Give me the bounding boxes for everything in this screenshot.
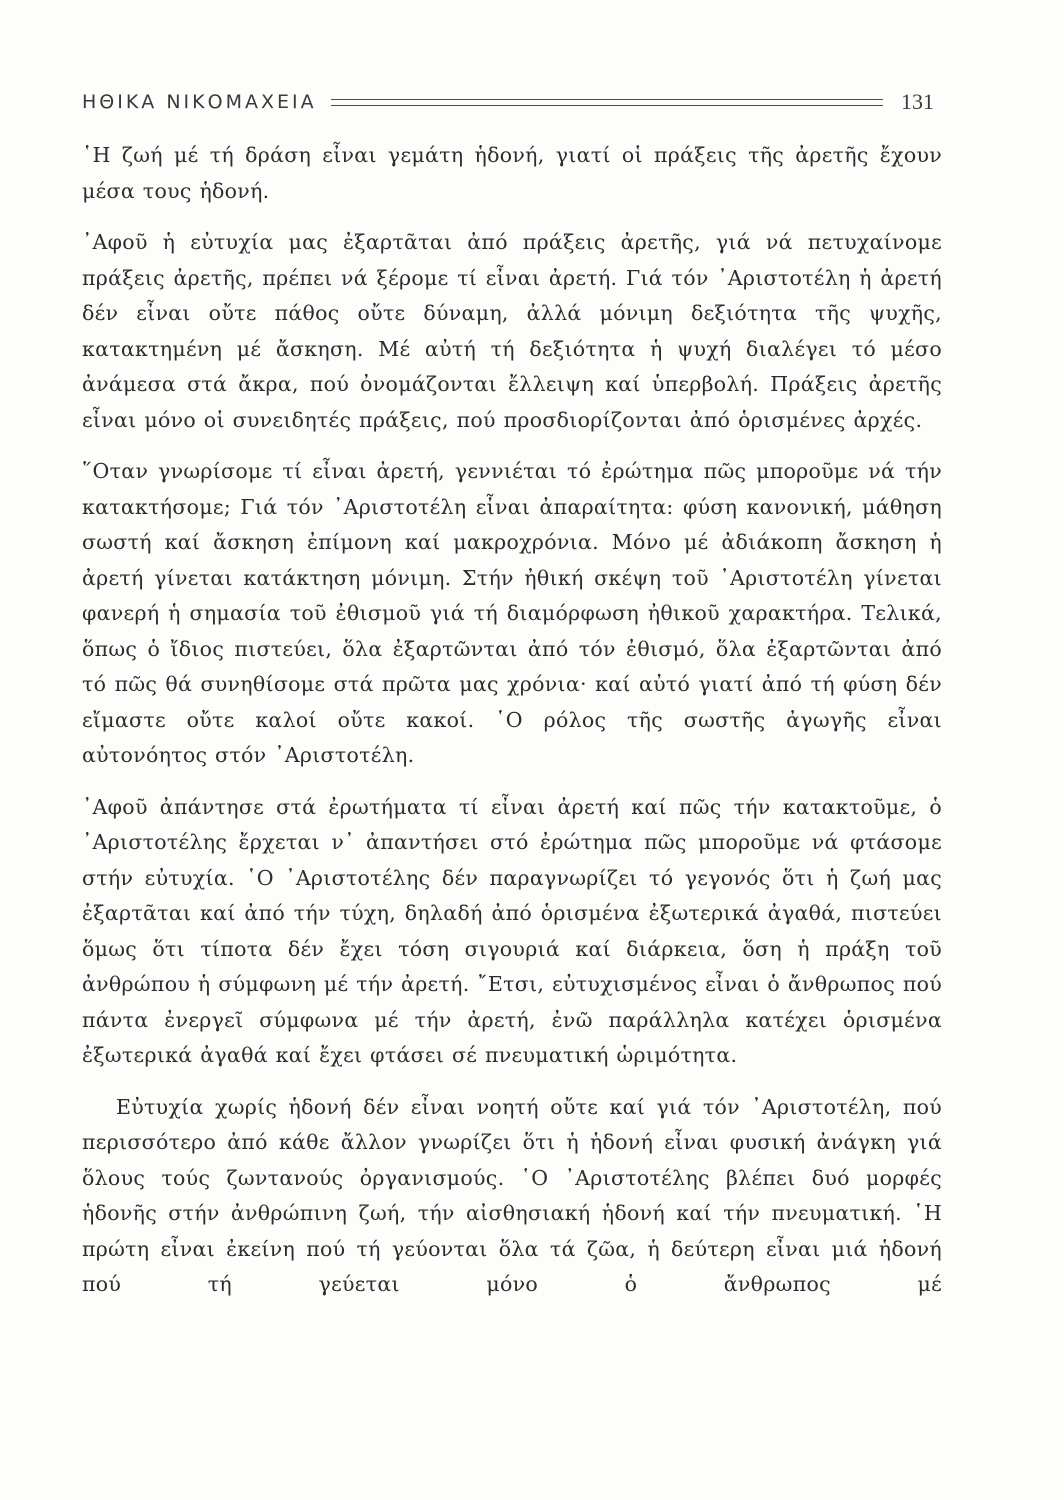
paragraph-1: ῾Η ζωή μέ τή δράση εἶναι γεμάτη ἡδονή, γιατί οἱ πράξεις τῆς ἀρετῆς ἔχουν μέσα τους ἡδονή.: [82, 143, 942, 203]
paragraph-2: ᾿Αφοῦ ἡ εὐτυχία μας ἐξαρτᾶται ἀπό πράξεις ἀρετῆς, γιά νά πετυχαίνομε πράξεις ἀρετῆς, πρέπει νά ξέρομε τί εἶναι ἀρετή. Γιά τόν ᾿Αριστοτέλη ἡ ἀρετή δέν εἶναι οὔτε πάθος οὔτε δύναμη, ἀλλά μόνιμη δεξιότητα τῆς ψυχῆς, κατακτημένη μέ ἄσκηση. Μέ αὐτή τή δεξιότητα ἡ ψυχή διαλέγει τό μέσο ἀνάμεσα στά ἄκρα, πού ὀνομάζονται ἔλλειψη καί ὑπερβολή. Πράξεις ἀρετῆς εἶναι μόνο οἱ συνειδητές πράξεις, πού προσδιορίζονται ἀπό ὁρισμένες ἀρχές.: [82, 230, 942, 432]
paragraph-5: Εὐτυχία χωρίς ἡδονή δέν εἶναι νοητή οὔτε καί γιά τόν ᾿Αριστοτέλη, πού περισσότερο ἀπό κάθε ἄλλον γνωρίζει ὅτι ἡ ἡδονή εἶναι φυσική ἀνάγκη γιά ὅλους τούς ζωντανούς ὀργανισμούς. ῾Ο ᾿Αριστοτέλης βλέπει δυό μορφές ἡδονῆς στήν ἀνθρώπινη ζωή, τήν αἰσθησιακή ἡδονή καί τήν πνευματική. ῾Η πρώτη εἶναι ἐκείνη πού τή γεύονται ὅλα τά ζῶα, ἡ δεύτερη εἶναι μιά ἡδονή πού τή γεύεται μόνο ὁ ἄνθρωπος μέ: [82, 1094, 942, 1296]
running-header: [82, 88, 934, 116]
running-title: ΗΘΙΚΑ ΝΙΚΟΜΑΧΕΙΑ: [82, 91, 317, 113]
paragraph-4: ᾿Αφοῦ ἀπάντησε στά ἐρωτήματα τί εἶναι ἀρετή καί πῶς τήν κατακτοῦμε, ὁ ᾿Αριστοτέλης ἔρχεται ν᾿ ἀπαντήσει στό ἐρώτημα πῶς μποροῦμε νά φτάσομε στήν εὐτυχία. ῾Ο ᾿Αριστοτέλης δέν παραγνωρίζει τό γεγονός ὅτι ἡ ζωή μας ἐξαρτᾶται καί ἀπό τήν τύχη, δηλαδή ἀπό ὁρισμένα ἐξωτερικά ἀγαθά, πιστεύει ὅμως ὅτι τίποτα δέν ἔχει τόση σιγουριά καί διάρκεια, ὅση ἡ πράξη τοῦ ἀνθρώπου ἡ σύμφωνη μέ τήν ἀρετή. ῎Ετσι, εὐτυχισμένος εἶναι ὁ ἄνθρωπος πού πάντα ἐνεργεῖ σύμφωνα μέ τήν ἀρετή, ἐνῶ παράλληλα κατέχει ὁρισμένα ἐξωτερικά ἀγαθά καί ἔχει φτάσει σέ πνευματική ὡριμότητα.: [82, 794, 942, 1067]
header-double-rule: [331, 99, 883, 106]
body-text: [82, 138, 942, 1303]
page-number: 131: [901, 89, 934, 114]
paragraph-3: ῞Οταν γνωρίσομε τί εἶναι ἀρετή, γεννιέται τό ἐρώτημα πῶς μποροῦμε νά τήν κατακτήσομε; Γιά τόν ᾿Αριστοτέλη εἶναι ἀπαραίτητα: φύση κανονική, μάθηση σωστή καί ἄσκηση ἐπίμονη καί μακροχρόνια. Μόνο μέ ἀδιάκοπη ἄσκηση ἡ ἀρετή γίνεται κατάκτηση μόνιμη. Στήν ἠθική σκέψη τοῦ ᾿Αριστοτέλη γίνεται φανερή ἡ σημασία τοῦ ἐθισμοῦ γιά τή διαμόρφωση ἠθικοῦ χαρακτήρα. Τελικά, ὅπως ὁ ἴδιος πιστεύει, ὅλα ἐξαρτῶνται ἀπό τόν ἐθισμό, ὅλα ἐξαρτῶνται ἀπό τό πῶς θά συνηθίσομε στά πρῶτα μας χρόνια· καί αὐτό γιατί ἀπό τή φύση δέν εἴμαστε οὔτε καλοί οὔτε κακοί. ῾Ο ρόλος τῆς σωστῆς ἀγωγῆς εἶναι αὐτονόητος στόν ᾿Αριστοτέλη.: [82, 459, 942, 767]
